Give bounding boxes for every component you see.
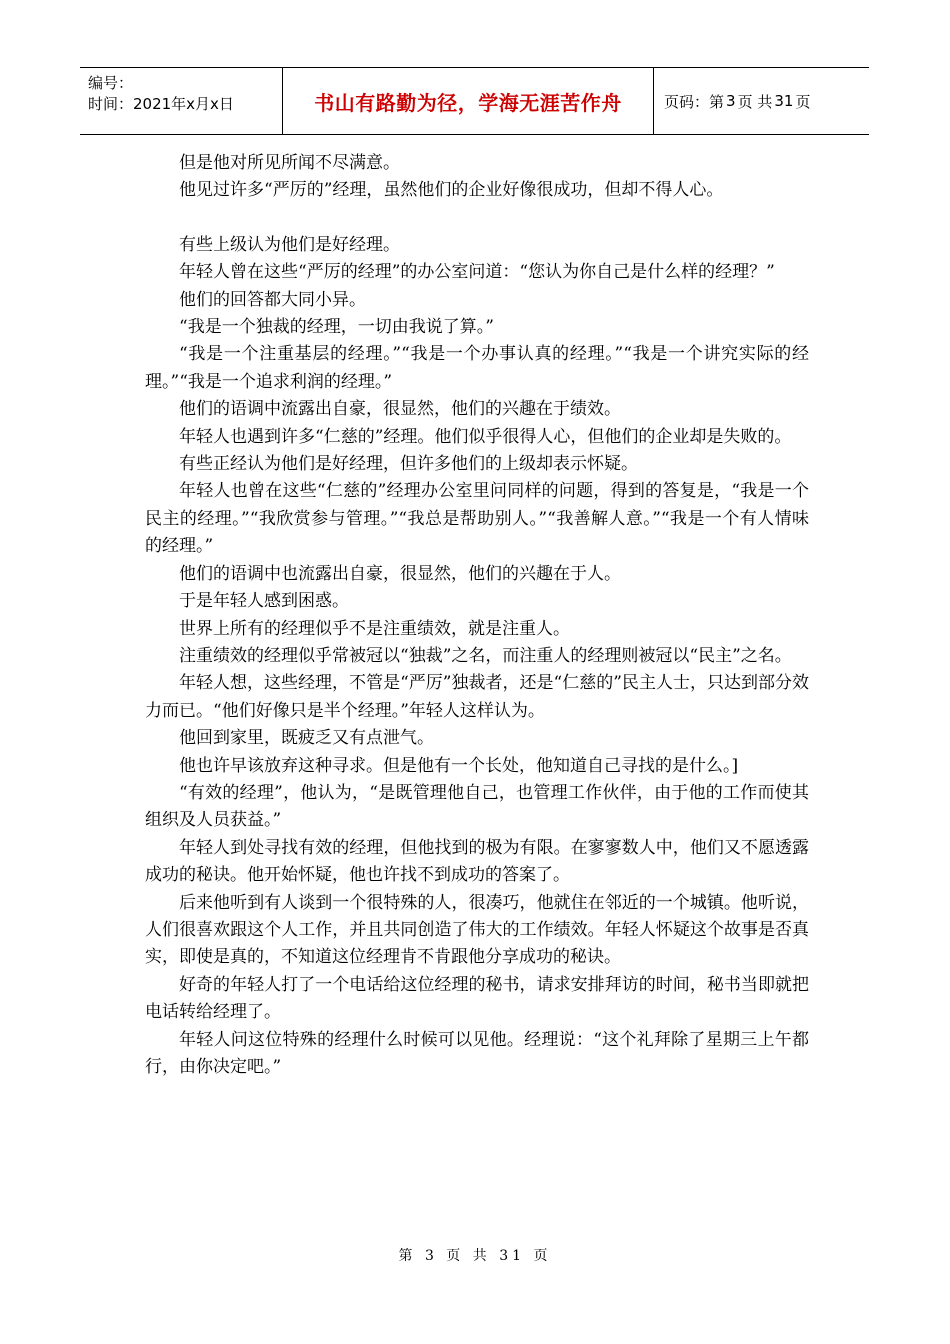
paragraph: 年轻人问这位特殊的经理什么时候可以见他。经理说：“这个礼拜除了星期三上午都行，由你决定吧。” — [145, 1029, 809, 1077]
paragraph: 有些上级认为他们是好经理。 — [179, 234, 400, 255]
paragraph: 年轻人想，这些经理，不管是“严厉”独裁者，还是“仁慈的”民主人士，只达到部分效力而已。“他们好像只是半个经理。”年轻人这样认为。 — [145, 673, 809, 721]
paragraph: 他回到家里，既疲乏又有点泄气。 — [179, 728, 434, 749]
paragraph: 但是他对所见所闻不尽满意。 — [179, 153, 400, 173]
page-footer: 第 3 页 共 31 页 — [398, 1248, 552, 1264]
paragraph: 有些正经认为他们是好经理，但许多他们的上级却表示怀疑。 — [179, 454, 638, 475]
paragraph: 他们的语调中也流露出自豪，很显然，他们的兴趣在于人。 — [179, 563, 621, 584]
header-meta-cell — [80, 68, 283, 134]
paragraph: “有效的经理”，他认为，“是既管理他自己，也管理工作伙伴，由于他的工作而使其组织及人员获益。” — [145, 782, 809, 831]
date-label: 时间：2021年x月x日 — [88, 95, 234, 113]
page-suffix: 页 — [795, 92, 811, 111]
paragraph: 他见过许多“严厉的”经理，虽然他们的企业好像很成功，但却不得人心。 — [179, 180, 724, 201]
paragraph: “我是一个独裁的经理，一切由我说了算。” — [179, 317, 494, 338]
paragraph: 年轻人曾在这些“严厉的经理”的办公室问道：“您认为你自己是什么样的经理？” — [179, 262, 775, 283]
motto: 书山有路勤为径，学海无涯苦作舟 — [283, 68, 654, 134]
serial-label: 编号： — [88, 74, 134, 92]
paragraph: 他们的语调中流露出自豪，很显然，他们的兴趣在于绩效。 — [179, 399, 621, 420]
paragraph: 注重绩效的经理似乎常被冠以“独裁”之名，而注重人的经理则被冠以“民主”之名。 — [179, 645, 792, 666]
paragraph: “我是一个注重基层的经理。”“我是一个办事认真的经理。”“我是一个讲究实际的经理。”“我是一个追求利润的经理。” — [145, 344, 809, 392]
paragraph: 世界上所有的经理似乎不是注重绩效，就是注重人。 — [179, 618, 570, 639]
paragraph: 年轻人到处寻找有效的经理，但他找到的极为有限。在寥寥数人中，他们又不愿透露成功的秘诀。他开始怀疑，他也许找不到成功的答案了。 — [145, 837, 809, 886]
page-prefix: 页码：第 — [664, 92, 725, 111]
paragraph: 好奇的年轻人打了一个电话给这位经理的秘书，请求安排拜访的时间，秘书当即就把电话转给经理了。 — [145, 974, 809, 1023]
paragraph: 于是年轻人感到困惑。 — [179, 591, 349, 612]
document-header — [80, 67, 869, 135]
page-mid: 页 共 — [737, 92, 773, 111]
page-total: 31 — [774, 92, 794, 110]
paragraph: 年轻人也曾在这些“仁慈的”经理办公室里问同样的问题，得到的答复是，“我是一个民主的经理。”“我欣赏参与管理。”“我总是帮助别人。”“我善解人意。”“我是一个有人情味的经理。” — [145, 481, 809, 557]
paragraph: 年轻人也遇到许多“仁慈的”经理。他们似乎很得人心，但他们的企业却是失败的。 — [179, 426, 792, 447]
paragraph: 他们的回答都大同小异。 — [179, 289, 366, 310]
paragraph: 他也许早该放弃这种寻求。但是他有一个长处，他知道自己寻找的是什么。] — [179, 755, 739, 776]
document-body — [145, 150, 809, 1081]
page-current: 3 — [726, 92, 736, 110]
page-indicator — [654, 68, 869, 134]
paragraph: 后来他听到有人谈到一个很特殊的人，很凑巧，他就住在邻近的一个城镇。他听说，人们很喜欢跟这个人工作，并且共同创造了伟大的工作绩效。年轻人怀疑这个故事是否真实，即使是真的，不知道这位经理肯不肯跟他分享成功的秘诀。 — [145, 892, 809, 968]
